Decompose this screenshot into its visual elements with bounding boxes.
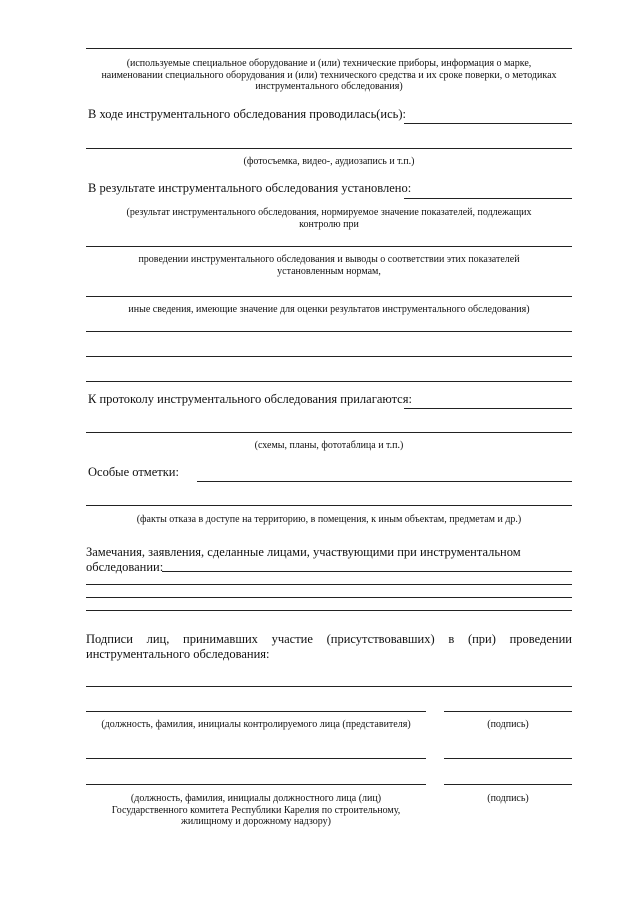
controlled-person-caption: (должность, фамилия, инициалы контролируемого лица (представителя): [101, 719, 411, 730]
recording-caption: (фотосъемка, видео-, аудиозапись и т.п.): [243, 156, 415, 167]
result-line-3[interactable]: [86, 331, 572, 332]
official-line-1[interactable]: [86, 758, 426, 759]
notes-line-1[interactable]: [197, 481, 572, 482]
notes-caption: (факты отказа в доступе на территорию, в помещения, к иным объектам, предметам и др.): [136, 514, 522, 525]
signatures-label-1: Подписи лиц, принимавших участие (присутствовавших) в (при) проведении: [86, 632, 572, 646]
controlled-person-line[interactable]: [86, 711, 426, 712]
result-line-5[interactable]: [86, 381, 572, 382]
recording-label: В ходе инструментального обследования проводилась(ись):: [88, 107, 407, 121]
result-line-4[interactable]: [86, 356, 572, 357]
official-line-2[interactable]: [86, 784, 426, 785]
official-caption: (должность, фамилия, инициалы должностного лица (лиц) Государственного комитета Республики Карелия по строительному, жилищному и дорожному надзору): [111, 793, 401, 827]
result-line-1[interactable]: [86, 246, 572, 247]
remarks-label-2: обследовании:: [86, 560, 164, 574]
attachments-line-2[interactable]: [86, 432, 572, 433]
notes-label: Особые отметки:: [88, 465, 179, 479]
result-caption-1: (результат инструментального обследования, нормируемое значение показателей, подлежащих контролю при: [126, 207, 532, 230]
established-label: В результате инструментального обследования установлено:: [88, 181, 412, 195]
equipment-line[interactable]: [86, 48, 572, 49]
attachments-label: К протоколу инструментального обследования прилагаются:: [88, 392, 412, 406]
result-caption-2: проведении инструментального обследования и выводы о соответствии этих показателей установленным нормам,: [138, 254, 520, 277]
remarks-label-1: Замечания, заявления, сделанные лицами, участвующими при инструментальном: [86, 545, 521, 559]
established-line-1[interactable]: [404, 198, 572, 199]
signatures-label-2: инструментального обследования:: [86, 647, 270, 661]
attachments-line-1[interactable]: [404, 408, 572, 409]
notes-line-2[interactable]: [86, 505, 572, 506]
signatures-line-1[interactable]: [86, 686, 572, 687]
controlled-person-signature-line[interactable]: [444, 711, 572, 712]
recording-line-2[interactable]: [86, 148, 572, 149]
official-signature-line-1[interactable]: [444, 758, 572, 759]
signature-caption-1: (подпись): [487, 719, 529, 730]
remarks-line-4[interactable]: [86, 610, 572, 611]
remarks-line-1[interactable]: [162, 571, 572, 572]
remarks-line-3[interactable]: [86, 597, 572, 598]
signature-caption-2: (подпись): [487, 793, 529, 804]
recording-line-1[interactable]: [404, 123, 572, 124]
remarks-line-2[interactable]: [86, 584, 572, 585]
equipment-caption: (используемые специальное оборудование и (или) технические приборы, информация о марке, наименовании специального оборудования и (или) технического средства и их сроке поверки, о методиках инструментального обследования): [101, 58, 557, 92]
result-line-2[interactable]: [86, 296, 572, 297]
attachments-caption: (схемы, планы, фототаблица и т.п.): [254, 440, 404, 451]
result-caption-3: иные сведения, имеющие значение для оценки результатов инструментального обследования): [128, 304, 530, 315]
official-signature-line-2[interactable]: [444, 784, 572, 785]
